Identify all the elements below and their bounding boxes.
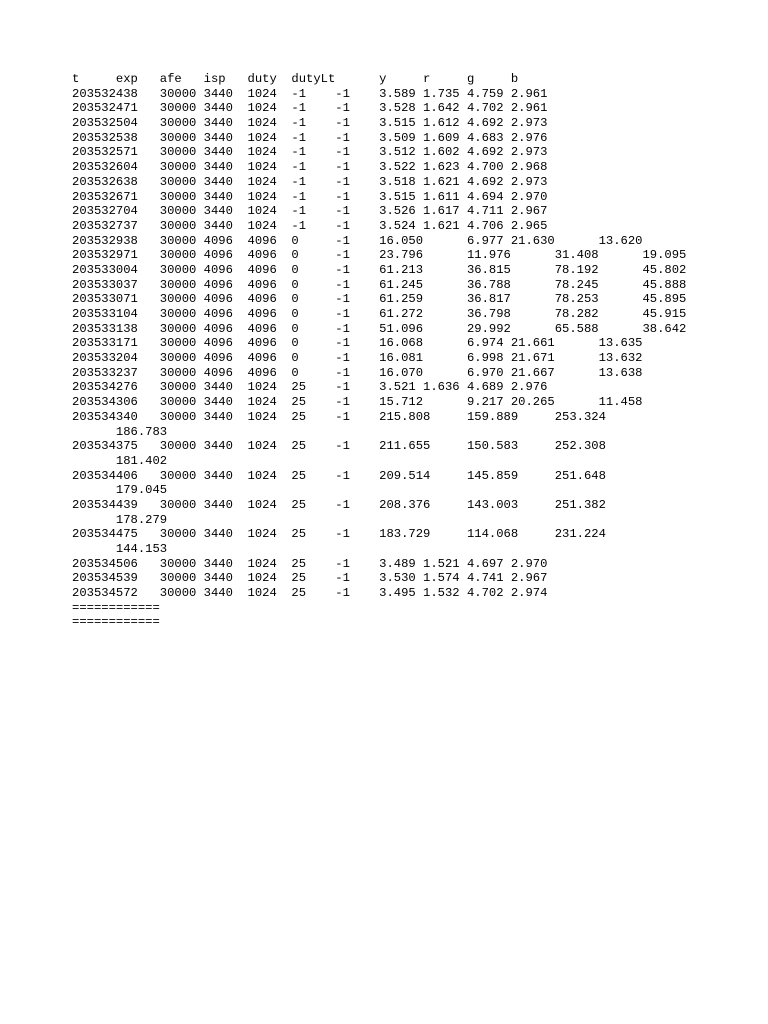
data-row: 203534539 30000 3440 1024 25 -1 3.530 1.574 4.741 2.967 <box>72 571 548 586</box>
data-row: 203533204 30000 4096 4096 0 -1 16.081 6.998 21.671 13.632 <box>72 351 643 366</box>
data-row: 203532671 30000 3440 1024 -1 -1 3.515 1.611 4.694 2.970 <box>72 189 548 204</box>
data-row: 203534506 30000 3440 1024 25 -1 3.489 1.521 4.697 2.970 <box>72 556 548 571</box>
data-row: 203534439 30000 3440 1024 25 -1 208.376 143.003 251.382 <box>72 497 606 512</box>
data-row: 203534572 30000 3440 1024 25 -1 3.495 1.532 4.702 2.974 <box>72 586 548 601</box>
data-row: 203532538 30000 3440 1024 -1 -1 3.509 1.609 4.683 2.976 <box>72 130 548 145</box>
log-text <box>72 72 712 630</box>
data-row: 203532438 30000 3440 1024 -1 -1 3.589 1.735 4.759 2.961 <box>72 86 548 101</box>
data-row: 203534375 30000 3440 1024 25 -1 211.655 150.583 252.308 <box>72 439 606 454</box>
data-row-continuation: 181.402 <box>72 453 168 468</box>
data-row: 203532638 30000 3440 1024 -1 -1 3.518 1.621 4.692 2.973 <box>72 174 548 189</box>
data-row: 203532604 30000 3440 1024 -1 -1 3.522 1.623 4.700 2.968 <box>72 160 548 175</box>
data-row-continuation: 179.045 <box>72 483 168 498</box>
data-row: 203534306 30000 3440 1024 25 -1 15.712 9.217 20.265 11.458 <box>72 395 643 410</box>
data-row: 203532571 30000 3440 1024 -1 -1 3.512 1.602 4.692 2.973 <box>72 145 548 160</box>
data-row: 203533104 30000 4096 4096 0 -1 61.272 36.798 78.282 45.915 <box>72 307 687 321</box>
separator-line: ============ <box>72 615 160 630</box>
data-row: 203533171 30000 4096 4096 0 -1 16.068 6.974 21.661 13.635 <box>72 336 643 351</box>
data-row: 203532938 30000 4096 4096 0 -1 16.050 6.977 21.630 13.620 <box>72 233 643 248</box>
data-row-continuation: 144.153 <box>72 542 168 556</box>
column-header-row: t exp afe isp duty dutyLt y r g b <box>72 72 519 86</box>
data-row: 203533138 30000 4096 4096 0 -1 51.096 29.992 65.588 38.642 <box>72 321 687 336</box>
data-row: 203534340 30000 3440 1024 25 -1 215.808 159.889 253.324 <box>72 409 606 424</box>
data-row: 203532971 30000 4096 4096 0 -1 23.796 11.976 31.408 19.095 <box>72 248 687 263</box>
data-row: 203534276 30000 3440 1024 25 -1 3.521 1.636 4.689 2.976 <box>72 380 548 395</box>
data-row-continuation: 178.279 <box>72 512 168 527</box>
data-row: 203534475 30000 3440 1024 25 -1 183.729 114.068 231.224 <box>72 527 606 542</box>
data-row: 203532471 30000 3440 1024 -1 -1 3.528 1.642 4.702 2.961 <box>72 101 548 116</box>
data-row-continuation: 186.783 <box>72 424 168 439</box>
data-row: 203533004 30000 4096 4096 0 -1 61.213 36.815 78.192 45.802 <box>72 262 687 277</box>
document-page <box>72 72 712 630</box>
data-row: 203533037 30000 4096 4096 0 -1 61.245 36.788 78.245 45.888 <box>72 277 687 292</box>
data-row: 203533237 30000 4096 4096 0 -1 16.070 6.970 21.667 13.638 <box>72 365 643 380</box>
data-row: 203533071 30000 4096 4096 0 -1 61.259 36.817 78.253 45.895 <box>72 292 687 307</box>
data-row: 203532504 30000 3440 1024 -1 -1 3.515 1.612 4.692 2.973 <box>72 116 548 131</box>
data-row: 203532704 30000 3440 1024 -1 -1 3.526 1.617 4.711 2.967 <box>72 204 548 219</box>
data-row: 203532737 30000 3440 1024 -1 -1 3.524 1.621 4.706 2.965 <box>72 218 548 233</box>
separator-line: ============ <box>72 600 160 615</box>
data-row: 203534406 30000 3440 1024 25 -1 209.514 145.859 251.648 <box>72 468 606 483</box>
